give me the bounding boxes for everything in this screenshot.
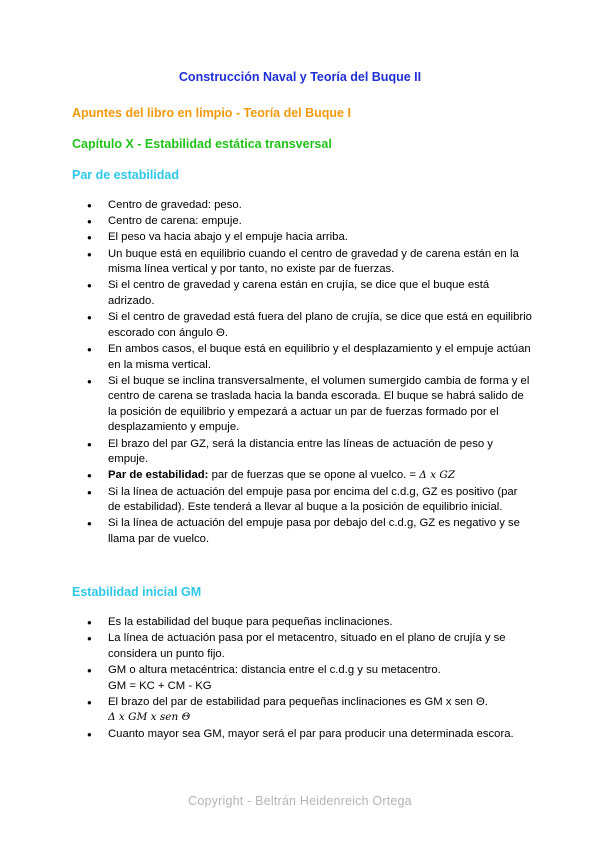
- section-heading-par-estabilidad: Par de estabilidad: [72, 168, 179, 182]
- par-estabilidad-text: par de fuerzas que se opone al vuelco. =: [208, 469, 420, 482]
- section-heading-estabilidad-inicial: Estabilidad inicial GM: [72, 585, 202, 599]
- list-item: ● Centro de carena: empuje.: [72, 214, 532, 230]
- list-item: ● Un buque está en equilibrio cuando el centro de gravedad y de carena están en la misma línea vertical y por tanto, no existe par de fuerzas.: [72, 247, 532, 278]
- brazo-formula: Δ x GM x sen Θ: [108, 711, 191, 724]
- list-item-gm: [72, 663, 532, 694]
- bullet-list-estabilidad-inicial: [72, 615, 532, 743]
- brazo-text: El brazo del par de estabilidad para pequeñas inclinaciones es GM x sen Θ.: [108, 695, 488, 708]
- list-item: ● El peso va hacia abajo y el empuje hacia arriba.: [72, 230, 532, 246]
- list-item: ● Si la línea de actuación del empuje pasa por debajo del c.d.g, GZ es negativo y se llama par de vuelco.: [72, 516, 532, 547]
- list-item: ● Si el centro de gravedad está fuera del plano de crujía, se dice que está en equilibrio escorado con ángulo Θ.: [72, 310, 532, 341]
- list-item: ● Si el buque se inclina transversalmente, el volumen sumergido cambia de forma y el centro de carena se traslada hacia la banda escorada. El buque se habrá salido de la posición de equilibrio y empezará a actuar un par de fuerzas formado por el desplazamiento y empuje.: [72, 374, 532, 436]
- list-item: ● Centro de gravedad: peso.: [72, 198, 532, 214]
- list-item-brazo: [72, 695, 532, 726]
- copyright-footer: Copyright - Beltrán Heidenreich Ortega: [188, 794, 412, 808]
- list-item: ● Si la línea de actuación del empuje pasa por encima del c.d.g, GZ es positivo (par de estabilidad). Este tenderá a llevar al buque a la posición de equilibrio inicial.: [72, 485, 532, 516]
- document-title: Construcción Naval y Teoría del Buque II: [178, 70, 422, 84]
- gm-equation: GM = KC + CM - KG: [108, 679, 212, 692]
- chapter-heading: Capítulo X - Estabilidad estática transversal: [72, 137, 332, 151]
- list-item: ● Cuanto mayor sea GM, mayor será el par para producir una determinada escora.: [72, 727, 532, 743]
- par-estabilidad-label: Par de estabilidad:: [108, 469, 209, 482]
- bullet-list-par-estabilidad: [72, 198, 532, 548]
- list-item: ● Es la estabilidad del buque para pequeñas inclinaciones.: [72, 615, 532, 631]
- list-item: ● Si el centro de gravedad y carena están en crujía, se dice que el buque está adrizado.: [72, 278, 532, 309]
- list-item: ● El brazo del par GZ, será la distancia entre las líneas de actuación de peso y empuje.: [72, 437, 532, 468]
- list-item: ● En ambos casos, el buque está en equilibrio y el desplazamiento y el empuje actúan en la misma vertical.: [72, 342, 532, 373]
- list-item: ● La línea de actuación pasa por el metacentro, situado en el plano de crujía y se considera un punto fijo.: [72, 631, 532, 662]
- gm-definition: GM o altura metacéntrica: distancia entre el c.d.g y su metacentro.: [108, 663, 441, 676]
- list-item-par-estabilidad: [72, 468, 532, 484]
- par-estabilidad-formula: Δ x GZ: [419, 469, 456, 482]
- subtitle-heading: Apuntes del libro en limpio - Teoría del Buque I: [72, 106, 351, 120]
